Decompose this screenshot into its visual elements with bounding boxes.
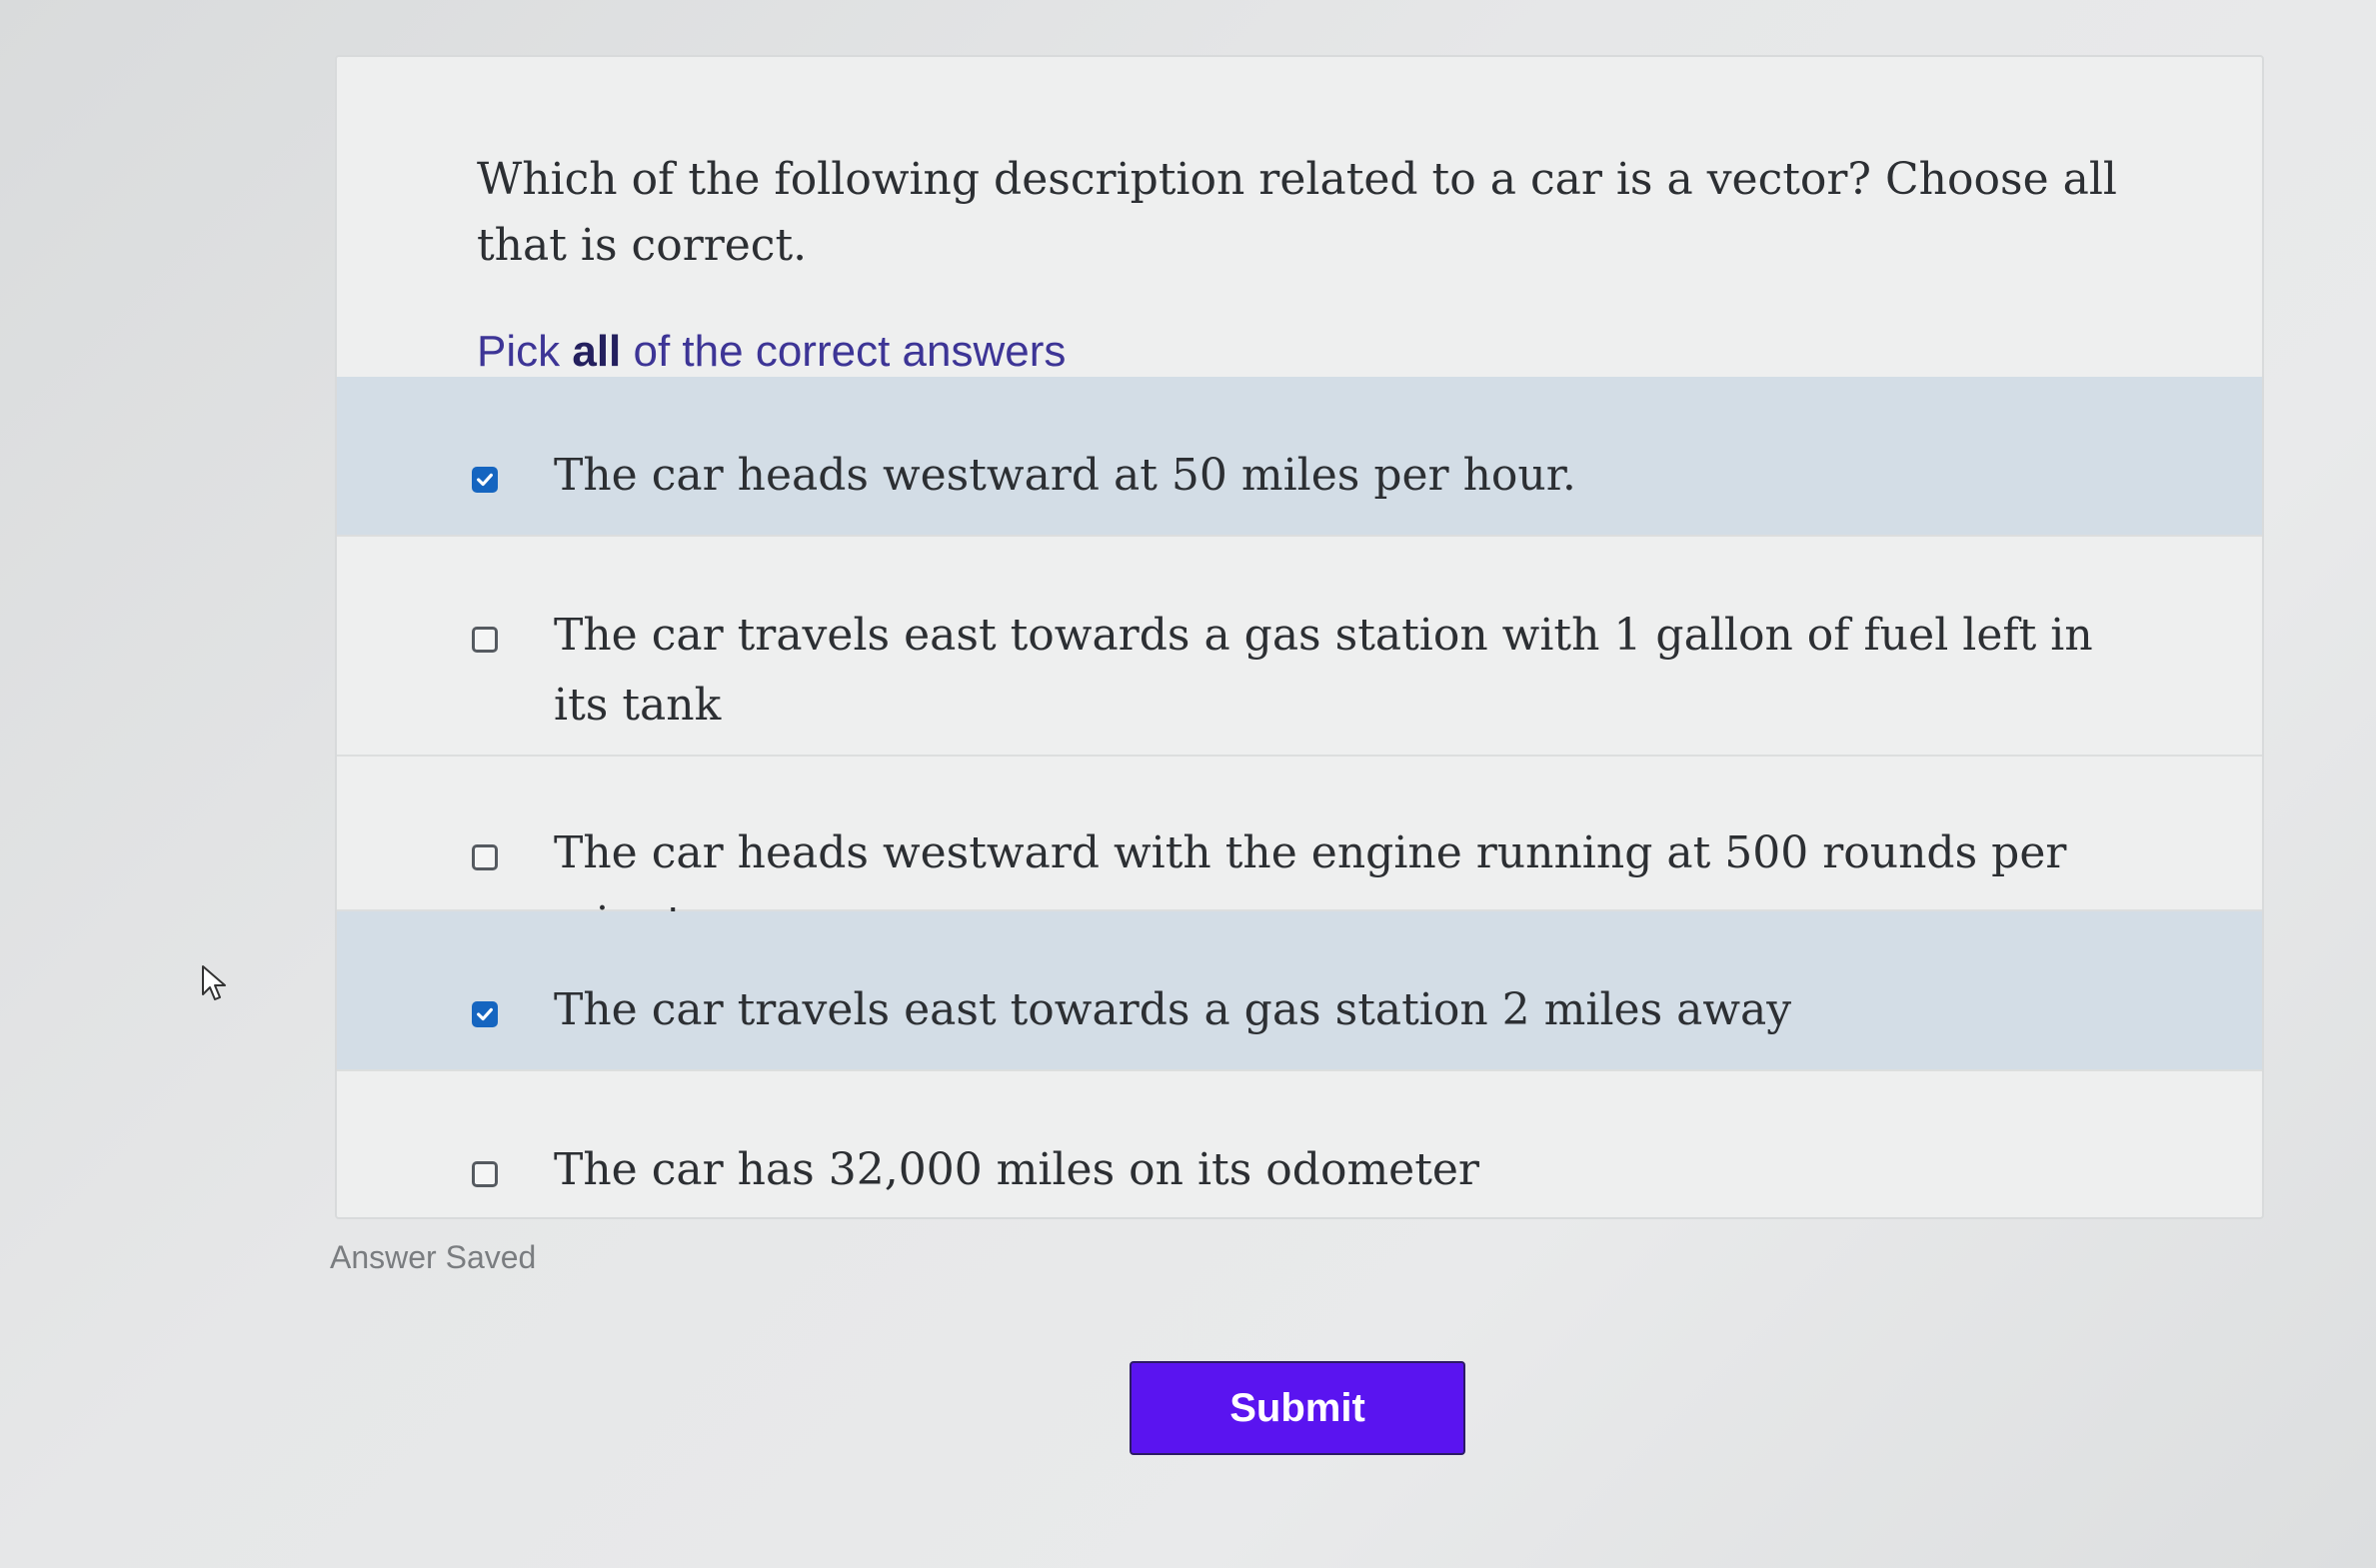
checkbox-unchecked-icon[interactable]: [472, 1161, 498, 1187]
checkbox-checked-icon[interactable]: [472, 467, 498, 493]
answer-option-label: The car heads westward with the engine running at 500 rounds per: [554, 827, 2067, 878]
mouse-cursor-icon: [200, 964, 230, 1004]
answer-option[interactable]: [337, 537, 2262, 757]
instruction-prefix: Pick: [477, 327, 573, 376]
answer-options: [337, 377, 2262, 1231]
question-text: Which of the following description related to a car is a vector? Choose all that is correct.: [477, 154, 2117, 271]
checkbox-checked-icon[interactable]: [472, 1001, 498, 1027]
checkbox-unchecked-icon[interactable]: [472, 627, 498, 653]
instruction-text: [477, 327, 1066, 377]
answer-option[interactable]: [337, 1071, 2262, 1231]
answer-option[interactable]: [337, 377, 2262, 537]
submit-button[interactable]: Submit: [1130, 1361, 1465, 1455]
answer-saved-status: Answer Saved: [330, 1239, 537, 1275]
answer-option-label: The car heads westward at 50 miles per hour.: [554, 450, 1576, 501]
answer-option-label: The car travels east towards a gas station with 1 gallon of fuel left in its tank: [554, 610, 2093, 731]
instruction-suffix: of the correct answers: [621, 327, 1067, 376]
answer-option[interactable]: [337, 911, 2262, 1071]
question-card: [335, 55, 2264, 1219]
answer-option[interactable]: [337, 757, 2262, 911]
instruction-emphasis: all: [572, 327, 622, 376]
checkbox-unchecked-icon[interactable]: [472, 844, 498, 870]
answer-option-label: The car travels east towards a gas station 2 miles away: [554, 984, 1792, 1035]
answer-option-label: The car has 32,000 miles on its odometer: [554, 1144, 1479, 1195]
